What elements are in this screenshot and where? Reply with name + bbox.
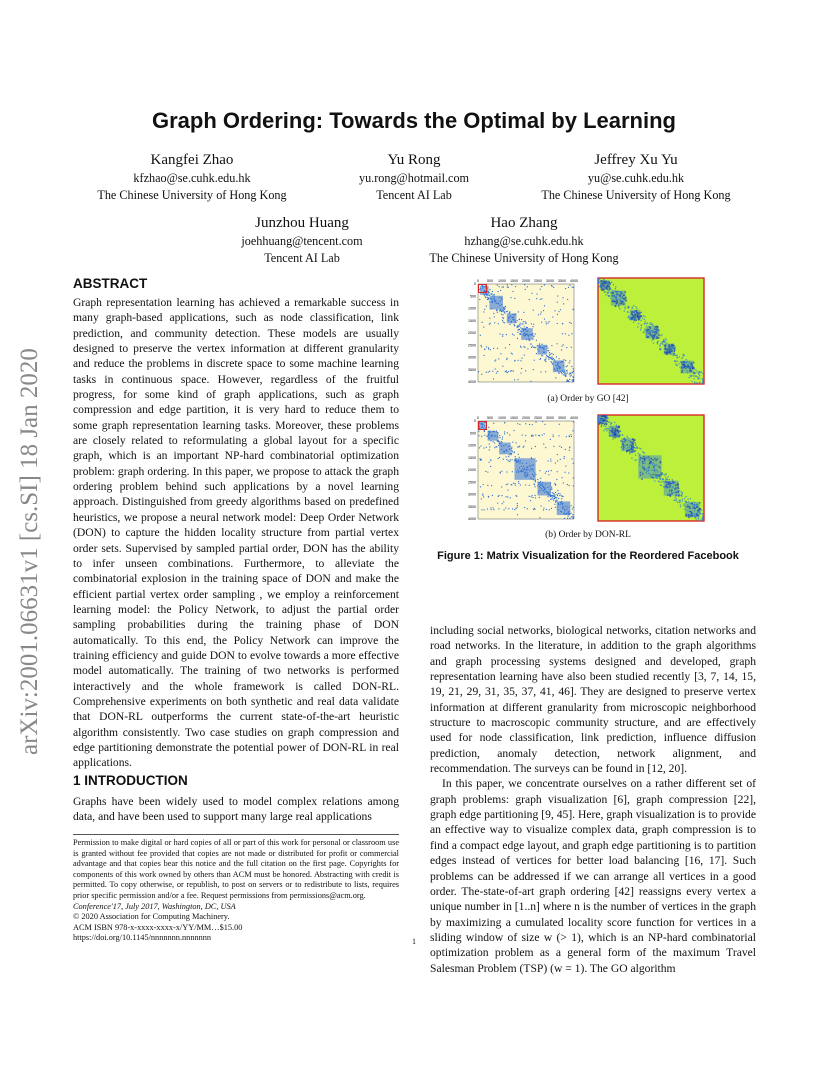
sparse-matrix: [478, 284, 574, 382]
author-affiliation: The Chinese University of Hong Kong: [541, 187, 731, 202]
author-name: Yu Rong: [387, 152, 441, 168]
author-email: yu.rong@hotmail.com: [358, 171, 470, 185]
intro-text-left: Graphs have been widely used to model complex relations among data, and have been used to support many large real applications: [73, 795, 399, 824]
heat-matrix: [598, 278, 704, 384]
abstract-heading: ABSTRACT: [73, 276, 148, 291]
y-tick-label: 3500: [468, 504, 476, 509]
x-tick-label: 2500: [534, 416, 542, 420]
author-block: [284, 150, 544, 203]
permission-footnote: [73, 838, 399, 944]
matrix-panel-go: [420, 276, 756, 388]
conference-line: Conference'17, July 2017, Washington, DC, USA: [73, 901, 236, 911]
x-tick-label: 2000: [522, 279, 530, 283]
permission-text: Permission to make digital or hard copies of all or part of this work for personal or classroom use is granted without fee provided that copies are not made or distributed for profit or commercial advantage and that copies bear this notice and the full citation on the first page. Copyrights for components of this work owned by others than ACM must be honored. Abstracting with credit is permitted. To copy otherwise, or republish, to post on servers or to redistribute to lists, requires prior specific permission and/or a fee. Request permissions from permissions@acm.org.: [73, 838, 399, 900]
x-tick-label: 2500: [534, 279, 542, 283]
matrix-panel-don-rl: [420, 413, 756, 525]
subcaption-a: (a) Order by GO [42]: [547, 394, 629, 404]
author-name: Kangfei Zhao: [150, 152, 234, 168]
y-tick-label: 4000: [468, 517, 476, 522]
subcaption-b: (b) Order by DON-RL: [545, 530, 631, 540]
copyright-line: © 2020 Association for Computing Machinery.: [73, 912, 230, 922]
author-name: Jeffrey Xu Yu: [594, 152, 678, 168]
x-tick-label: 1000: [498, 416, 506, 420]
y-tick-label: 1500: [468, 318, 476, 323]
x-tick-label: 4000: [570, 416, 578, 420]
author-affiliation: Tencent AI Lab: [376, 187, 452, 202]
abstract-section: [73, 276, 399, 771]
y-tick-label: 1500: [468, 455, 476, 460]
paper-title: Graph Ordering: Towards the Optimal by Learning: [152, 108, 676, 133]
y-tick-label: 3500: [468, 367, 476, 372]
x-tick-label: 3500: [558, 416, 566, 420]
x-tick-label: 4000: [570, 279, 578, 283]
x-tick-label: 0: [477, 279, 479, 283]
author-block: [506, 150, 766, 203]
author-email: hzhang@se.cuhk.edu.hk: [464, 234, 584, 248]
intro-heading: 1 INTRODUCTION: [73, 773, 188, 788]
doi-line: https://doi.org/10.1145/nnnnnnn.nnnnnnn: [73, 933, 212, 943]
y-tick-label: 500: [470, 431, 476, 436]
x-tick-label: 3500: [558, 279, 566, 283]
figure-caption: Figure 1: Matrix Visualization for the Reordered Facebook: [437, 550, 739, 562]
author-block: [172, 213, 432, 266]
y-tick-label: 1000: [468, 306, 476, 311]
page-number: 1: [412, 937, 416, 946]
intro-text-right-1: including social networks, biological networks, citation networks and road networks. In the literature, in addition to the graph algorithms and graph processing systems designed and developed, graph representation learning have also been studied recently [3, 7, 14, 15, 19, 21, 29, 31, 35, 37, 41, 46]. They are designed to preserve vertex information at different granularity from microscopic neighborhood structure to macroscopic community structure, and are effectively used for node classification, link prediction, influence diffusion prediction, anomaly detection, network alignment, and recommendation. The surveys can be found in [12, 20].: [430, 624, 756, 776]
abstract-text: Graph representation learning has achieved a remarkable success in many graph-based applications, such as node classification, link prediction, and community detection. These models are usually designed to preserve the vertex information at different granularity and reduce the problems in discrete space to some machine learning tasks in continuous space. However, regardless of the fruitful progress, for some kind of graph applications, such as graph compression and edge partition, it is very hard to reduce them to some graph representation learning tasks. Moreover, these problems are closely related to reformulating a global layout for a specific graph, which is an important NP-hard combinatorial optimization problem: graph ordering. In this paper, we propose to attack the graph ordering problem behind such applications by a novel learning approach. Distinguished from greedy algorithms based on predefined heuristics, we propose a neural network model: Deep Order Network (DON) to capture the hidden locality structure from partial vertex order sets. Supervised by sampled partial order, DON has the ability to infer unseen combinations. Furthermore, to alleviate the combinatorial explosion in the training space of DON and make the efficient partial vertex order sampling , we employ a reinforcement learning model: the Policy Network, to adjust the partial order sampling probabilities during the training phase of DON automatically. To this end, the Policy Network can improve the training efficiency and guide DON to evolve towards a more effective model automatically. The training of two networks is performed interactively and the whole framework is called DON-RL. Comprehensive experiments on both synthetic and real data validate that DON-RL outperforms the current state-of-the-art heuristic algorithm consistently. Two case studies on graph compression and edge partitioning demonstrate the potential power of DON-RL in real applications.: [73, 296, 399, 770]
x-tick-label: 3000: [546, 416, 554, 420]
y-tick-label: 500: [470, 294, 476, 299]
author-email: kfzhao@se.cuhk.edu.hk: [133, 171, 251, 185]
y-tick-label: 3000: [468, 492, 476, 497]
y-tick-label: 3000: [468, 355, 476, 360]
author-email: yu@se.cuhk.edu.hk: [587, 171, 685, 185]
x-tick-label: 1000: [498, 279, 506, 283]
y-tick-label: 0: [474, 282, 476, 287]
author-name: Junzhou Huang: [255, 215, 349, 231]
y-tick-label: 4000: [468, 380, 476, 385]
author-affiliation: The Chinese University of Hong Kong: [429, 250, 619, 265]
y-tick-label: 1000: [468, 443, 476, 448]
y-tick-label: 2000: [468, 468, 476, 473]
intro-text-right-2: In this paper, we concentrate ourselves on a rather different set of graph problems: graph visualization [6], graph compression [22], graph edge partitioning [9, 45]. Here, graph visualization is to provide an effective way to visualize complex data, graph compression is to find a compact edge layout, and graph edge partitioning is to partition edges instead of vertices for better load balancing [16, 17]. Such problems can be addressed if we can arrange all vertices in a good order. The-state-of-art graph ordering [42] reassigns every vertex a unique number in [1..n] where n is the number of vertices in the graph by maximizing a cumulated locality score function for vertices in a sliding window of size w (> 1), which is an NP-hard combinatorial optimization problem as a general form of the maximum Travel Salesman Problem (TSP) (w = 1). The GO algorithm: [430, 777, 756, 975]
y-tick-label: 2500: [468, 480, 476, 485]
heat-matrix: [598, 415, 704, 521]
x-tick-label: 3000: [546, 279, 554, 283]
arxiv-stamp-text: arXiv:2001.06631v1 [cs.SI] 18 Jan 2020: [16, 348, 43, 755]
y-tick-label: 2500: [468, 343, 476, 348]
isbn-line: ACM ISBN 978-x-xxxx-xxxx-x/YY/MM…$15.00: [73, 922, 243, 932]
introduction-section-left: [73, 773, 399, 825]
author-affiliation: The Chinese University of Hong Kong: [97, 187, 287, 202]
x-tick-label: 500: [487, 279, 493, 283]
y-tick-label: 2000: [468, 331, 476, 336]
author-block: [394, 213, 654, 266]
x-tick-label: 500: [487, 416, 493, 420]
introduction-section-right: [430, 623, 756, 976]
y-tick-label: 0: [474, 419, 476, 424]
author-block: [62, 150, 322, 203]
author-email: joehhuang@tencent.com: [241, 234, 363, 248]
author-affiliation: Tencent AI Lab: [264, 250, 340, 265]
author-name: Hao Zhang: [490, 215, 558, 231]
figure-1: [420, 276, 756, 576]
x-tick-label: 2000: [522, 416, 530, 420]
x-tick-label: 1500: [510, 279, 518, 283]
x-tick-label: 0: [477, 416, 479, 420]
x-tick-label: 1500: [510, 416, 518, 420]
sparse-matrix: [478, 421, 574, 519]
footnote-rule: [73, 834, 399, 835]
arxiv-stamp: [10, 300, 46, 760]
